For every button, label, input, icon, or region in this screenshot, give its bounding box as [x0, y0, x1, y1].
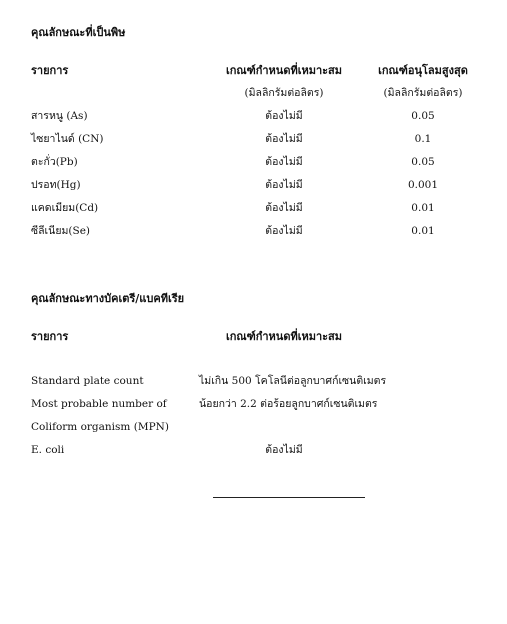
row-item: E. coli — [31, 444, 65, 456]
row-item: แคดเมียม(Cd) — [31, 202, 99, 214]
row-max: 0.001 — [407, 179, 439, 191]
row-suitable: ไม่เกิน 500 โคโลนีต่อลูกบาศก์เซนติเมตร — [199, 375, 387, 387]
row-item: ตะกั่ว(Pb) — [31, 156, 78, 168]
row-max: 0.1 — [414, 133, 432, 145]
row-max: 0.01 — [411, 202, 435, 214]
toxic-header-max: เกณฑ์อนุโลมสูงสุด — [378, 64, 468, 77]
row-suitable: ต้องไม่มี — [265, 156, 303, 168]
row-item: สารหนู (As) — [31, 110, 88, 122]
row-max: 0.05 — [411, 156, 435, 168]
row-suitable: ต้องไม่มี — [265, 133, 303, 145]
row-max: 0.01 — [411, 225, 435, 237]
row-suitable: ต้องไม่มี — [265, 225, 303, 237]
row-suitable: ต้องไม่มี — [265, 179, 303, 191]
toxic-header-suitable-unit: (มิลลิกรัมต่อลิตร) — [244, 87, 324, 99]
toxic-section-title: คุณลักษณะที่เป็นพิษ — [31, 26, 126, 39]
row-item: Standard plate count — [31, 375, 144, 387]
bacteria-header-suitable: เกณฑ์กำหนดที่เหมาะสม — [225, 330, 343, 343]
row-suitable: ต้องไม่มี — [265, 110, 303, 122]
row-suitable: น้อยกว่า 2.2 ต่อร้อยลูกบาศก์เซนติเมตร — [199, 398, 378, 410]
bottom-divider — [213, 497, 365, 498]
bacteria-section-title: คุณลักษณะทางบัคเตรี/แบคทีเรีย — [31, 292, 185, 305]
row-suitable: ต้องไม่มี — [265, 444, 303, 456]
toxic-header-item: รายการ — [31, 64, 69, 77]
bacteria-header-item: รายการ — [31, 330, 69, 343]
row-item: Coliform organism (MPN) — [31, 421, 169, 433]
row-item: ไซยาไนด์ (CN) — [31, 133, 104, 145]
row-item: ซีลีเนียม(Se) — [31, 225, 91, 237]
row-item: ปรอท(Hg) — [31, 179, 81, 191]
row-max: 0.05 — [411, 110, 435, 122]
toxic-header-suitable: เกณฑ์กำหนดที่เหมาะสม — [225, 64, 343, 77]
row-item: Most probable number of — [31, 398, 167, 410]
row-suitable: ต้องไม่มี — [265, 202, 303, 214]
toxic-header-max-unit: (มิลลิกรัมต่อลิตร) — [383, 87, 463, 99]
